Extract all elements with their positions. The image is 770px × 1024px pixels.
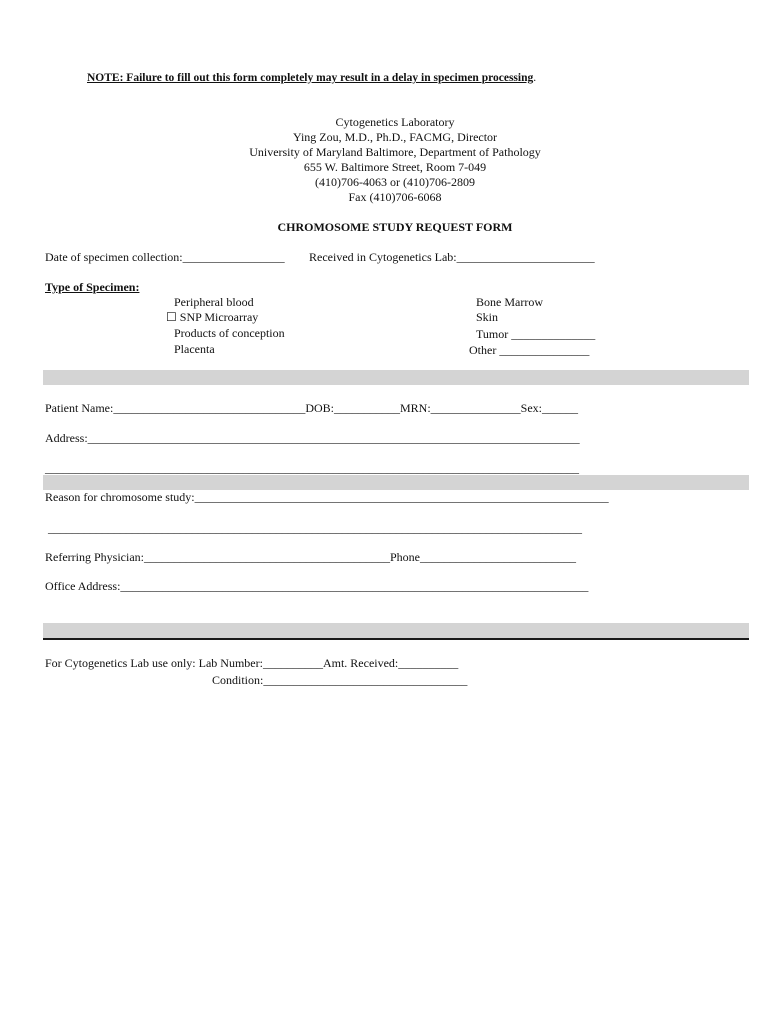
lab-name: Cytogenetics Laboratory: [335, 115, 455, 129]
specimen-option-placenta[interactable]: Placenta: [174, 342, 215, 356]
lab-director: Ying Zou, M.D., Ph.D., FACMG, Director: [292, 130, 498, 144]
collection-date-field[interactable]: Date of specimen collection:_________________: [45, 250, 285, 264]
specimen-option-other[interactable]: Other _______________: [469, 343, 590, 357]
form-note: [87, 71, 536, 85]
referring-physician-field[interactable]: Referring Physician:_________________________________________Phone__________________________: [45, 550, 576, 564]
lab-address: 655 W. Baltimore Street, Room 7-049: [303, 160, 487, 174]
reason-field[interactable]: Reason for chromosome study:_____________________________________________________________________: [45, 490, 609, 504]
note-text: NOTE: Failure to fill out this form completely may result in a delay in specimen processing: [87, 72, 534, 84]
lab-institution: University of Maryland Baltimore, Department of Pathology: [249, 145, 541, 159]
section-rule: [43, 638, 749, 640]
lab-fax: Fax (410)706-6068: [348, 190, 442, 204]
section-divider-2: [43, 475, 749, 490]
lab-use-line1[interactable]: For Cytogenetics Lab use only: Lab Number:__________Amt. Received:__________: [45, 656, 459, 670]
specimen-option-poc[interactable]: Products of conception: [174, 326, 285, 340]
lab-use-condition[interactable]: Condition:__________________________________: [212, 673, 468, 687]
specimen-option-snp[interactable]: [166, 310, 258, 324]
office-address-field[interactable]: Office Address:______________________________________________________________________________: [45, 579, 589, 593]
lab-phone: (410)706-4063 or (410)706-2809: [315, 175, 475, 189]
specimen-option-skin[interactable]: Skin: [476, 310, 499, 324]
reason-field-line2[interactable]: _________________________________________________________________________________________: [48, 521, 582, 535]
note-punct: .: [533, 72, 537, 84]
specimen-option-tumor[interactable]: Tumor ______________: [476, 327, 596, 341]
section-divider-3: [43, 623, 749, 638]
specimen-option-peripheral-blood[interactable]: Peripheral blood: [174, 295, 254, 309]
section-divider-1: [43, 370, 749, 385]
snp-label: SNP Microarray: [179, 310, 259, 324]
checkbox-icon[interactable]: ☐: [166, 310, 177, 324]
patient-info-field[interactable]: Patient Name:________________________________DOB:___________MRN:_______________Sex:______: [45, 401, 578, 415]
specimen-option-bone-marrow[interactable]: Bone Marrow: [476, 295, 543, 309]
specimen-heading: Type of Specimen:: [45, 280, 140, 294]
received-date-field[interactable]: Received in Cytogenetics Lab:_______________________: [309, 250, 595, 264]
lab-header: [0, 115, 770, 205]
address-field-line2[interactable]: _________________________________________________________________________________________: [45, 461, 579, 475]
form-title: CHROMOSOME STUDY REQUEST FORM: [277, 220, 513, 234]
address-field[interactable]: Address:__________________________________________________________________________________: [45, 431, 580, 445]
